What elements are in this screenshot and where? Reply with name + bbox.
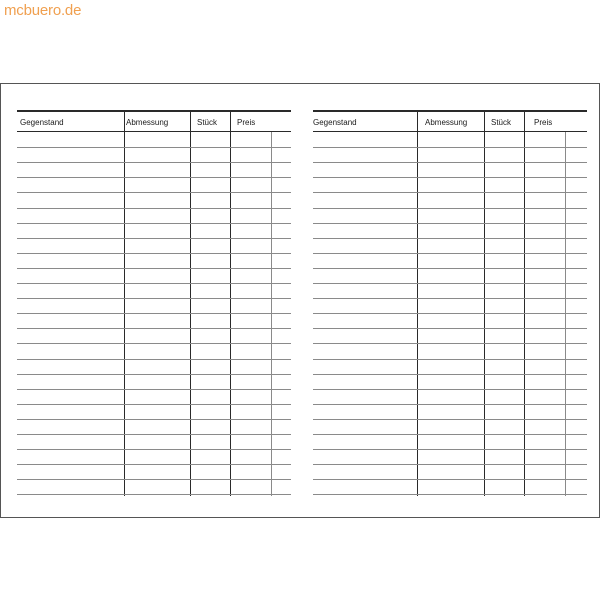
ruled-row-line bbox=[17, 238, 291, 239]
ruled-row-line bbox=[17, 359, 291, 360]
ruled-row-line bbox=[313, 464, 587, 465]
ruled-row-line bbox=[17, 389, 291, 390]
ruled-row-line bbox=[313, 313, 587, 314]
ruled-row-line bbox=[313, 223, 587, 224]
ruled-row-line bbox=[17, 298, 291, 299]
ruled-row-line bbox=[313, 359, 587, 360]
ruled-row-line bbox=[17, 177, 291, 178]
ruled-row-line bbox=[313, 268, 587, 269]
ruled-row-line bbox=[313, 238, 587, 239]
ruled-row-line bbox=[17, 208, 291, 209]
ruled-row-line bbox=[17, 404, 291, 405]
column-divider bbox=[417, 110, 418, 496]
ruled-row-line bbox=[313, 162, 587, 163]
header-rule bbox=[17, 131, 291, 132]
ruled-row-line bbox=[17, 147, 291, 148]
ruled-row-line bbox=[313, 389, 587, 390]
column-header-abmessung: Abmessung bbox=[425, 118, 468, 127]
ruled-row-line bbox=[313, 374, 587, 375]
ruled-row-line bbox=[313, 419, 587, 420]
column-header-stueck: Stück bbox=[491, 118, 512, 127]
top-rule bbox=[17, 110, 291, 112]
top-rule bbox=[313, 110, 587, 112]
ruled-row-line bbox=[17, 283, 291, 284]
cents-divider bbox=[565, 132, 566, 496]
header-rule bbox=[313, 131, 587, 132]
column-header-abmessung: Abmessung bbox=[126, 118, 169, 127]
ruled-row-line bbox=[17, 479, 291, 480]
watermark-logo: mcbuero.de bbox=[4, 2, 82, 19]
ruled-row-line bbox=[17, 494, 291, 495]
column-divider bbox=[230, 110, 231, 496]
ruled-row-line bbox=[313, 328, 587, 329]
ruled-row-line bbox=[313, 298, 587, 299]
ruled-row-line bbox=[313, 434, 587, 435]
ruled-row-line bbox=[17, 328, 291, 329]
ruled-row-line bbox=[17, 313, 291, 314]
ruled-row-line bbox=[17, 419, 291, 420]
left-page-ledger bbox=[17, 110, 291, 496]
ruled-row-line bbox=[17, 464, 291, 465]
ruled-row-line bbox=[313, 494, 587, 495]
cents-divider bbox=[271, 132, 272, 496]
column-header-gegenstand: Gegenstand bbox=[313, 118, 357, 127]
ruled-row-line bbox=[313, 177, 587, 178]
ruled-row-line bbox=[17, 253, 291, 254]
column-header-stueck: Stück bbox=[197, 118, 218, 127]
ruled-row-line bbox=[313, 208, 587, 209]
column-header-gegenstand: Gegenstand bbox=[20, 118, 64, 127]
ruled-row-line bbox=[313, 192, 587, 193]
ruled-row-line bbox=[17, 162, 291, 163]
ruled-row-line bbox=[313, 404, 587, 405]
ruled-row-line bbox=[17, 223, 291, 224]
ruled-row-line bbox=[17, 449, 291, 450]
ruled-row-line bbox=[17, 268, 291, 269]
ruled-row-line bbox=[17, 374, 291, 375]
column-divider bbox=[190, 110, 191, 496]
column-header-preis: Preis bbox=[237, 118, 256, 127]
ruled-row-line bbox=[313, 253, 587, 254]
ruled-row-line bbox=[313, 479, 587, 480]
column-divider bbox=[484, 110, 485, 496]
ruled-row-line bbox=[313, 343, 587, 344]
right-page-ledger bbox=[313, 110, 587, 496]
column-divider bbox=[124, 110, 125, 496]
ruled-row-line bbox=[17, 192, 291, 193]
ruled-row-line bbox=[17, 343, 291, 344]
column-header-preis: Preis bbox=[534, 118, 553, 127]
ruled-row-line bbox=[17, 434, 291, 435]
column-divider bbox=[524, 110, 525, 496]
ruled-row-line bbox=[313, 283, 587, 284]
ruled-row-line bbox=[313, 449, 587, 450]
ruled-row-line bbox=[313, 147, 587, 148]
